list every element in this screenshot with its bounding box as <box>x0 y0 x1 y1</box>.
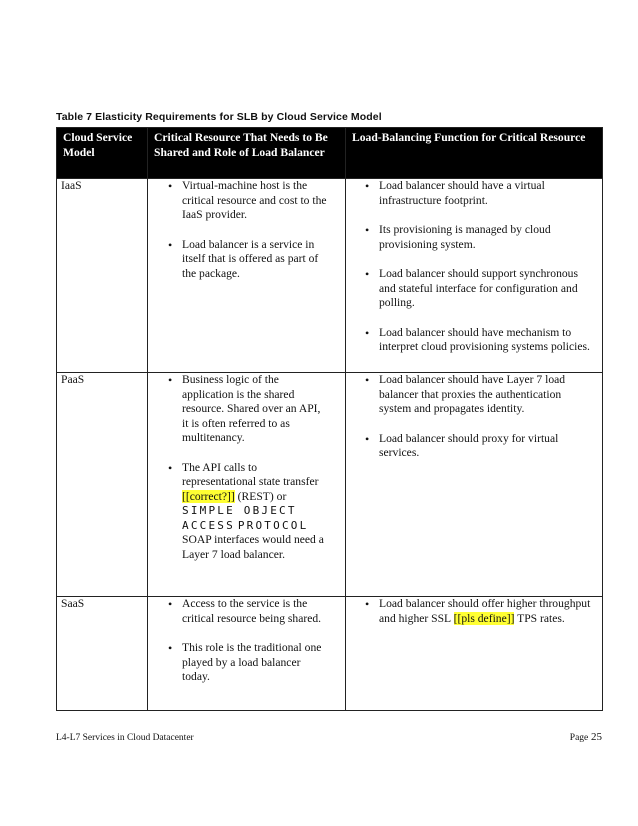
header-load-balancing-function: Load-Balancing Function for Critical Resource <box>346 128 603 179</box>
list-item <box>152 461 329 563</box>
list-item: • Load balancer should proxy for virtual services. <box>349 432 594 461</box>
soap-decorative-text: SIMPLE OBJECT <box>182 504 297 517</box>
soap-decorative-text: PROTOCOL <box>237 518 309 532</box>
soap-suffix: SOAP interfaces would need a Layer 7 load balancer. <box>182 533 324 561</box>
header-critical-resource: Critical Resource That Needs to Be Shared and Role of Load Balancer <box>148 128 346 179</box>
table-row-paas <box>57 373 603 597</box>
list-item: • Load balancer should have a virtual infrastructure footprint. <box>349 179 594 208</box>
cell-function-iaas <box>346 179 603 373</box>
list-item: • Load balancer should support synchronous and stateful interface for configuration and polling. <box>349 267 594 311</box>
list-item: • Load balancer should have Layer 7 load balancer that proxies the authentication system and propagates identity. <box>349 373 594 417</box>
page-number: 25 <box>591 731 602 743</box>
elasticity-table <box>56 127 603 711</box>
list-item <box>349 597 594 626</box>
cell-model-iaas: IaaS <box>57 179 148 373</box>
tps-text: TPS rates. <box>514 611 565 625</box>
cell-function-paas <box>346 373 603 597</box>
list-item: • Its provisioning is managed by cloud provisioning system. <box>349 223 594 252</box>
highlight-correct-note: [[correct?]] <box>182 489 235 503</box>
cell-resource-iaas <box>148 179 346 373</box>
table-header-row <box>57 128 603 179</box>
rest-text: The API calls to representational state transfer <box>182 460 319 488</box>
rest-suffix: (REST) or <box>234 489 287 503</box>
list-item: • Virtual-machine host is the critical resource and cost to the IaaS provider. <box>152 179 329 223</box>
list-item: • Load balancer is a service in itself that is offered as part of the package. <box>152 238 329 282</box>
cell-resource-saas <box>148 597 346 711</box>
page-label: Page <box>569 733 589 743</box>
footer-document-title: L4-L7 Services in Cloud Datacenter <box>56 733 194 743</box>
cell-model-paas: PaaS <box>57 373 148 597</box>
list-item: • This role is the traditional one played by a load balancer today. <box>152 641 329 685</box>
cell-model-saas: SaaS <box>57 597 148 711</box>
table-row-saas <box>57 597 603 711</box>
header-cloud-service-model: Cloud Service Model <box>57 128 148 179</box>
cell-function-saas <box>346 597 603 711</box>
list-item: • Load balancer should have mechanism to interpret cloud provisioning systems policies. <box>349 326 594 355</box>
highlight-define-note: [[pls define]] <box>453 611 515 625</box>
table-caption: Table 7 Elasticity Requirements for SLB by Cloud Service Model <box>56 111 382 123</box>
footer-page-number <box>570 731 602 743</box>
list-item: • Business logic of the application is the shared resource. Shared over an API, it is often referred to as multitenancy. <box>152 373 329 446</box>
table-row-iaas <box>57 179 603 373</box>
list-item: • Access to the service is the critical resource being shared. <box>152 597 329 626</box>
cell-resource-paas <box>148 373 346 597</box>
soap-decorative-text: ACCESS <box>182 518 235 532</box>
ssl-text: Load balancer should offer higher throughput and higher SSL <box>379 597 591 625</box>
